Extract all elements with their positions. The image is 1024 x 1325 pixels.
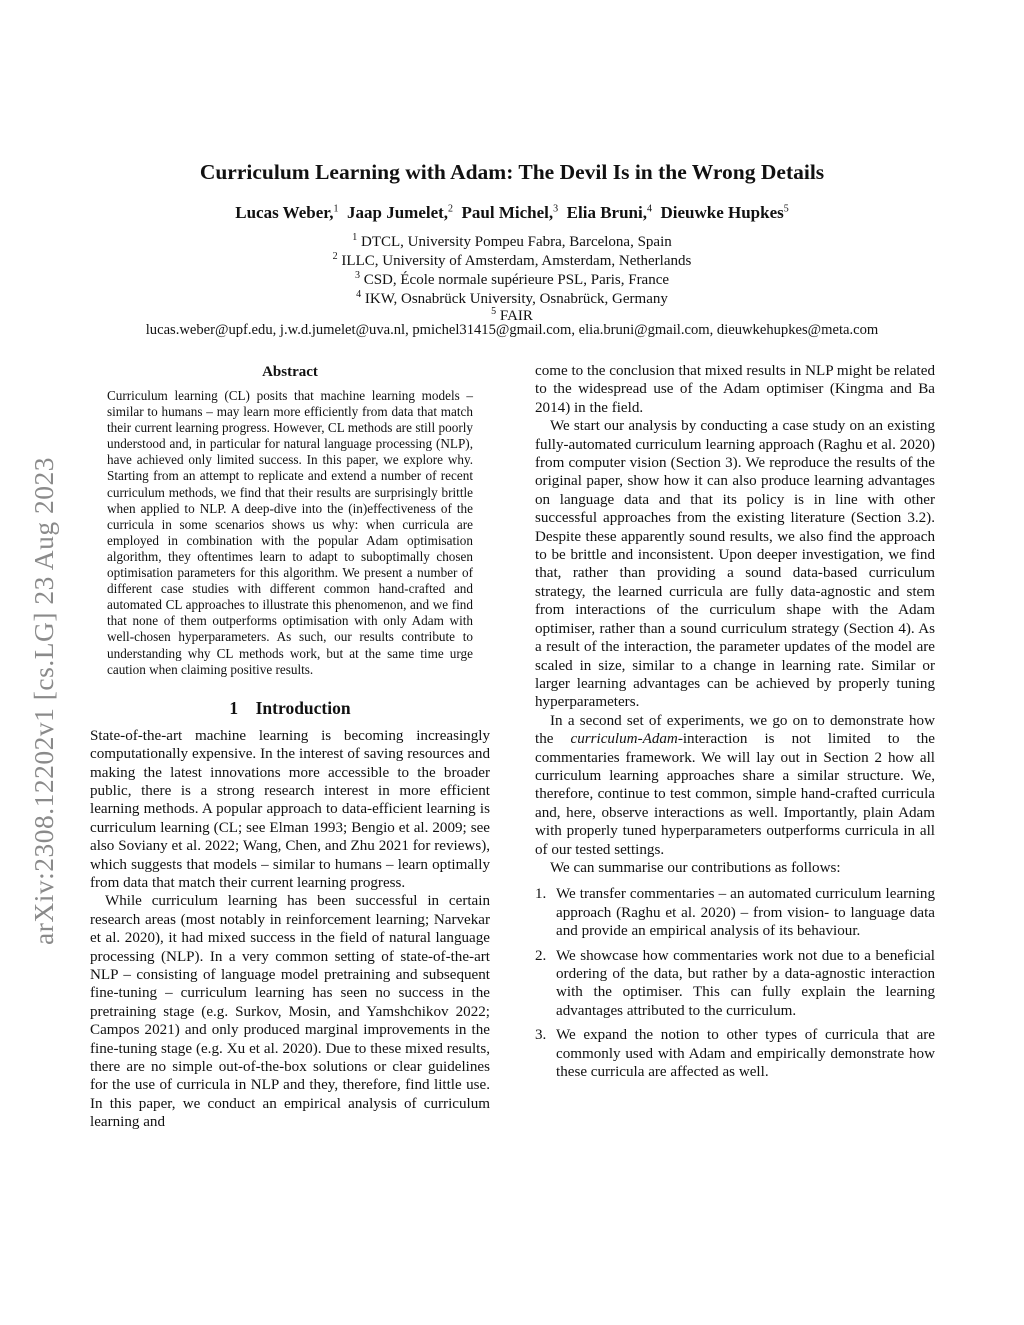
right-column (535, 362, 935, 1087)
author-name: Lucas Weber, (235, 203, 334, 222)
emphasized-term: curriculum-Adam (570, 731, 678, 748)
affiliation-text: IKW, Osnabrück University, Osnabrück, Germany (364, 291, 668, 307)
list-item (535, 1026, 935, 1081)
affiliation-text: CSD, École normale supérieure PSL, Paris, France (363, 272, 670, 288)
abstract-heading: Abstract (262, 364, 318, 380)
list-item-text: We transfer commentaries – an automated curriculum learning approach (Raghu et al. 2020) – from vision- to language data and provide an empirical analysis of its behaviour. (556, 886, 935, 940)
paragraph (535, 712, 935, 859)
paragraph: come to the conclusion that mixed results in NLP might be related to the widespread use of the Adam optimiser (Kingma and Ba 2014) in the field. (535, 363, 935, 416)
contributions-list (535, 885, 935, 1081)
affiliation-text: DTCL, University Pompeu Fabra, Barcelona, Spain (360, 234, 672, 250)
paragraph: We can summarise our contributions as follows: (550, 859, 841, 876)
list-item (535, 947, 935, 1021)
affiliation-mark: 2 (332, 251, 338, 262)
list-number: 3. (535, 1027, 547, 1044)
affiliation-mark: 3 (354, 270, 360, 281)
author-mark: 4 (646, 203, 652, 215)
paper-title: Curriculum Learning with Adam: The Devil Is in the Wrong Details (199, 160, 825, 184)
abstract-text: Curriculum learning (CL) posits that machine learning models – similar to humans – may learn more efficiently from data that match their current learning progress. However, CL methods are still poorly understood and, in particular for natural language processing (NLP), have achieved only limited success. In this paper, we explore why. Starting from an attempt to replicate and extend a number of recent curriculum methods, we find that their results are surprisingly brittle when applied to NLP. A deep-dive into the (in)effectiveness of the curricula in some scenarios shows us why: when curricula are employed in combination with the popular Adam optimisation algorithm, they oftentimes learn to adapt to suboptimally chosen optimisation parameters for this algorithm. We present a number of different case studies with different common hand-crafted and automated CL approaches to illustrate this phenomenon, and we find that none of them outperforms optimisation with only Adam with well-chosen hyperparameters. As such, our results contribute to understanding why CL methods work, but at the same time urge caution when claiming positive results. (107, 388, 473, 677)
affiliation-mark: 4 (356, 289, 362, 300)
author-name: Jaap Jumelet, (347, 203, 449, 222)
author-mark: 2 (448, 203, 454, 215)
author-mark: 5 (783, 203, 789, 215)
author-name: Paul Michel, (461, 203, 554, 222)
list-item-text: We expand the notion to other types of curricula that are commonly used with Adam and empirically demonstrate how these curricula are affected as well. (556, 1027, 935, 1081)
affiliation-text: FAIR (499, 308, 533, 324)
section-number: 1 (229, 697, 239, 718)
author-emails: lucas.weber@upf.edu, j.w.d.jumelet@uva.nl, pmichel31415@gmail.com, elia.bruni@gmail.com, dieuwkehupkes@meta.com (145, 322, 879, 338)
paragraph: We start our analysis by conducting a case study on an existing fully-automated curriculum learning approach (Raghu et al. 2020) from computer vision (Section 3). We reproduce the results of the original paper, show how it can also produce learning advantages on language data and that its policy is in line with other successful approaches from the existing literature (Section 3.2). Despite these apparently sound results, we also find the approach to be brittle and inconsistent. Upon deeper investigation, we find that, rather than providing a sound data-based curriculum strategy, the learned curricula are fully data-agnostic and stem from interactions of the curriculum shape with the Adam optimiser, rather than a sound curriculum strategy (Section 4). As a result of the interaction, the parameter updates of the model are scaled in size, similar to a change in learning rate. Similar or larger learning advantages can be achieved by properly tuning hyperparameters. (535, 418, 935, 711)
author-mark: 3 (553, 203, 559, 215)
list-number: 1. (535, 886, 547, 903)
author-list (0, 203, 1024, 223)
list-item (535, 885, 935, 940)
author-mark: 1 (333, 203, 339, 215)
affiliation-mark: 5 (491, 306, 497, 317)
paragraph: While curriculum learning has been successful in certain research areas (most notably in reinforcement learning; Narvekar et al. 2020), it had mixed success in the field of natural language processing (NLP). In a very common setting of state-of-the-art NLP – consisting of language model pretraining and subsequent fine-tuning – curriculum learning has seen no success in the pretraining stage (e.g. Surkov, Mosin, and Yamshchikov 2022; Campos 2021) and only produced marginal improvements in the fine-tuning stage (e.g. Xu et al. 2020). Due to these mixed results, there are no simple out-of-the-box solutions or clear guidelines for the use of curricula in NLP and they, therefore, find little use. In this paper, we conduct an empirical analysis of curriculum learning and (90, 893, 490, 1131)
arxiv-identifier: arXiv:2308.12202v1 [cs.LG] 23 Aug 2023 (28, 457, 59, 945)
paragraph-text: In a second set of experiments, we go on to demonstrate how the (535, 712, 935, 748)
affiliation-text: ILLC, University of Amsterdam, Amsterdam, Netherlands (341, 253, 692, 269)
section-heading (90, 698, 490, 719)
list-item-text: We showcase how commentaries work not due to a beneficial ordering of the data, but rather by a data-agnostic interaction with the optimiser. This can fully explain the learning advantages attributed to the curriculum. (556, 947, 935, 1019)
left-column (90, 364, 490, 1132)
affiliation-mark: 1 (352, 232, 358, 243)
list-number: 2. (535, 947, 547, 964)
paragraph: State-of-the-art machine learning is becoming increasingly computationally expensive. In the interest of saving resources and making the latest innovations more accessible to the broader public, there is a strong research interest in more efficient learning methods. A popular approach to data-efficient learning is curriculum learning (CL; see Elman 1993; Bengio et al. 2009; see also Soviany et al. 2022; Wang, Chen, and Zhu 2021 for reviews), which suggests that models – similar to humans – learn optimally from data that match their current learning progress. (90, 727, 490, 891)
author-name: Dieuwke Hupkes (660, 203, 784, 222)
section-title: Introduction (255, 697, 351, 718)
author-name: Elia Bruni, (566, 203, 647, 222)
paragraph-text: -interaction is not limited to the commentaries framework. We will lay out in Section 2 how all curriculum learning approaches share a similar structure. We, therefore, continue to test common, simple hand-crafted curricula and, here, observe interactions as well. Importantly, plain Adam with properly tuned hyperparameters outperforms curricula in all of our tested settings. (535, 731, 935, 858)
